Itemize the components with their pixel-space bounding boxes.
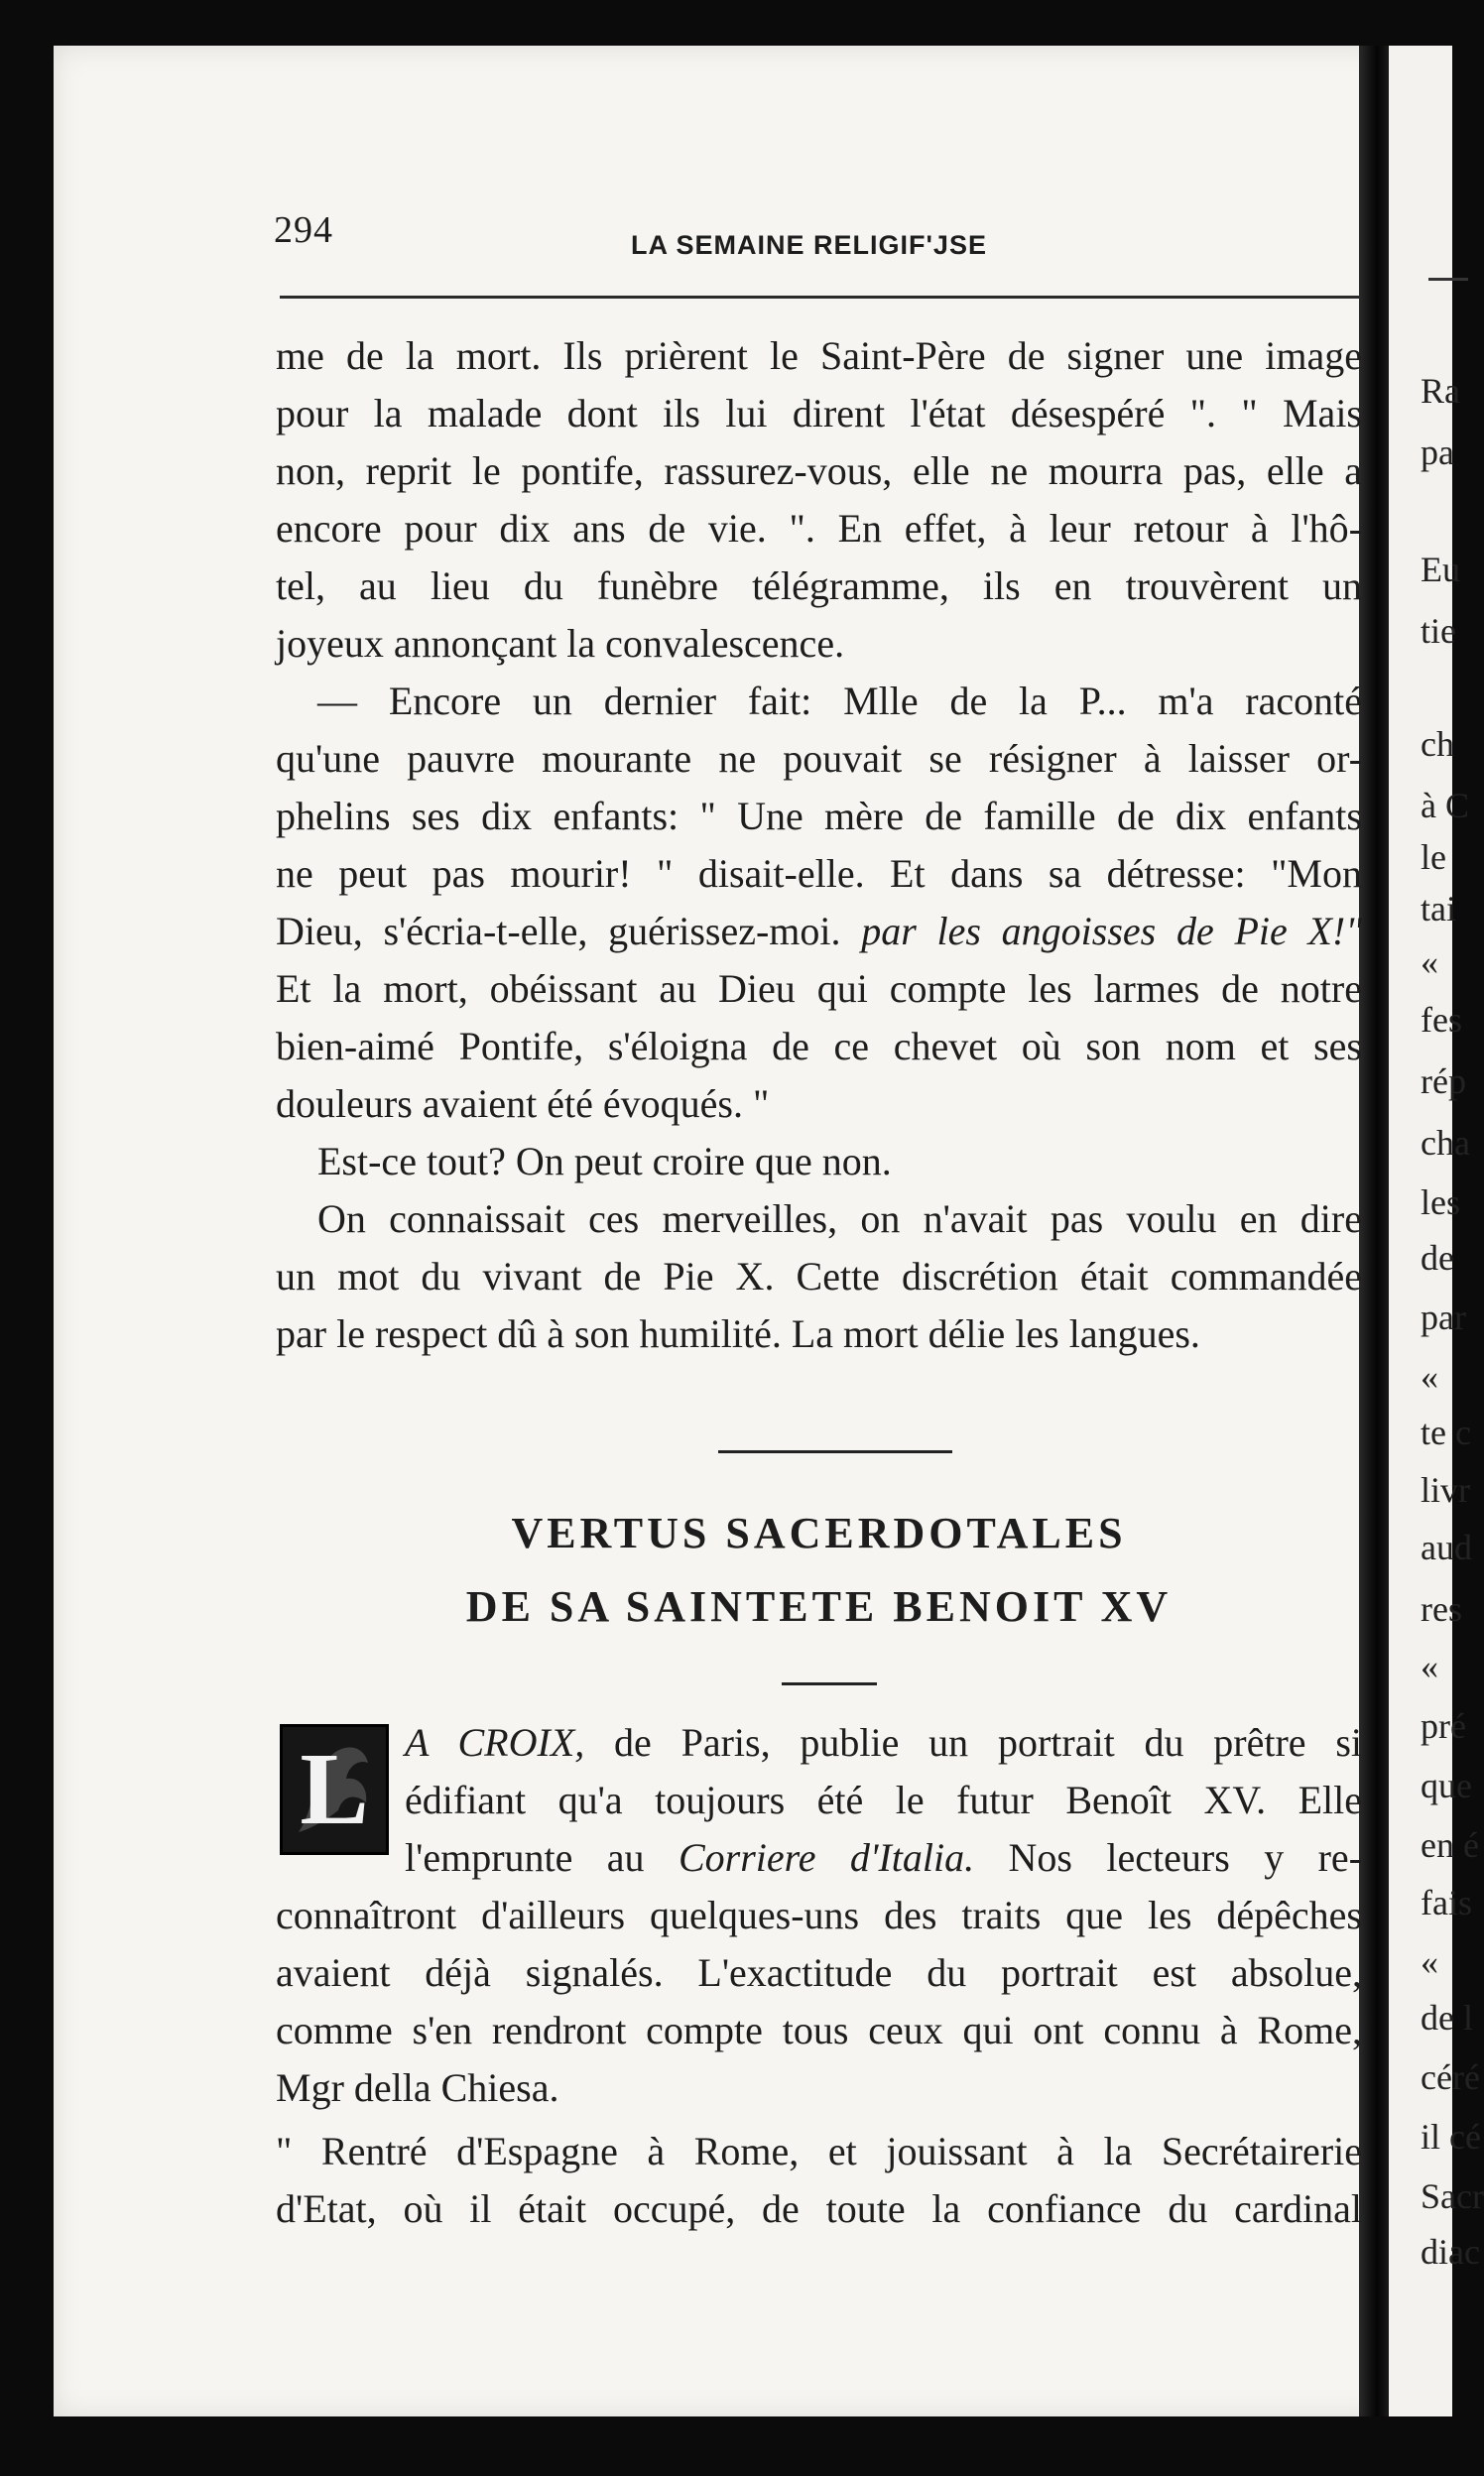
text-line: par le respect dû à son humilité. La mort délie les langues. — [276, 1311, 1200, 1356]
facing-page-fragment: Ra — [1421, 371, 1460, 411]
book-spine — [1359, 46, 1389, 2416]
facing-page-fragment: aud — [1421, 1528, 1472, 1567]
facing-page-fragment: que — [1421, 1766, 1472, 1805]
facing-page-fragment: le — [1421, 837, 1446, 877]
facing-page-fragment: ch — [1421, 724, 1454, 764]
facing-page-fragment: « — [1421, 1942, 1438, 1982]
italic-run: par les angoisses de Pie X!" — [861, 909, 1363, 953]
text-line: tel, au lieu du funèbre télégramme, ils en trouvèrent un — [276, 563, 1362, 608]
text-line: On connaissait ces merveilles, on n'avait pas voulu en dire — [317, 1196, 1362, 1241]
drop-cap-letter: L — [300, 1732, 369, 1846]
facing-page-fragment: res — [1421, 1589, 1462, 1629]
facing-page-fragment: « — [1421, 942, 1438, 982]
text-line: connaîtront d'ailleurs quelques-uns des traits que les dépêches — [276, 1893, 1362, 1937]
facing-page-fragment: « — [1421, 1647, 1438, 1686]
facing-page-fragment: Sacr — [1421, 2176, 1484, 2216]
text-line: un mot du vivant de Pie X. Cette discrétion était commandée — [276, 1254, 1362, 1299]
facing-page-fragment: livr — [1421, 1470, 1470, 1510]
page-header — [274, 208, 1365, 268]
facing-page-fragment: par — [1421, 1298, 1466, 1337]
facing-page-fragment: en é — [1421, 1825, 1479, 1865]
section-divider — [718, 1450, 952, 1453]
facing-page-fragment: les — [1421, 1182, 1460, 1222]
facing-page-rule — [1428, 278, 1468, 281]
text-line: avaient déjà signalés. L'exactitude du portrait est absolue, — [276, 1950, 1362, 1995]
text-line: pour la malade dont ils lui dirent l'état désespéré ". " Mais — [276, 391, 1362, 435]
page-number: 294 — [274, 209, 333, 251]
text-line-mixed — [276, 903, 1362, 960]
text-line: bien-aimé Pontife, s'éloigna de ce chevet où son nom et ses — [276, 1024, 1362, 1068]
facing-page-fragment: il cé — [1421, 2117, 1481, 2157]
facing-page-fragment: cha — [1421, 1123, 1470, 1163]
text-run: Nos lecteurs y re- — [974, 1835, 1362, 1880]
section-title-line2: DE SA SAINTETE BENOIT XV — [465, 1582, 1173, 1631]
facing-page-fragment: de l — [1421, 1998, 1473, 2038]
text-line: encore pour dix ans de vie. ". En effet, à leur retour à l'hô- — [276, 506, 1362, 551]
facing-page-fragment: à C — [1421, 786, 1469, 825]
facing-page-fragment: céré — [1421, 2057, 1480, 2097]
text-line: me de la mort. Ils prièrent le Saint-Père de signer une image — [276, 333, 1362, 378]
facing-page-fragment: tie — [1421, 611, 1456, 651]
text-line: d'Etat, où il était occupé, de toute la confiance du cardinal — [276, 2186, 1362, 2231]
facing-page-fragment: pa — [1421, 433, 1454, 472]
text-run: l'emprunte au — [405, 1835, 679, 1880]
text-line: phelins ses dix enfants: " Une mère de famille de dix enfants — [276, 794, 1362, 838]
facing-page-fragment: fes — [1421, 1000, 1462, 1040]
italic-run: A CROIX, — [405, 1720, 585, 1765]
facing-page-fragment: Eu — [1421, 550, 1460, 589]
facing-page-fragment: pré — [1421, 1706, 1466, 1746]
text-line: Et la mort, obéissant au Dieu qui compte les larmes de notre — [276, 966, 1362, 1011]
facing-page-fragment: fais — [1421, 1883, 1472, 1922]
text-line: non, reprit le pontife, rassurez-vous, elle ne mourra pas, elle a — [276, 448, 1362, 493]
facing-page-fragment: rép — [1421, 1061, 1466, 1101]
running-title: LA SEMAINE RELIGIF'JSE — [631, 230, 987, 260]
text-run: Dieu, s'écria-t-elle, guérissez-moi. — [276, 909, 841, 953]
text-line: qu'une pauvre mourante ne pouvait se résigner à laisser or- — [276, 736, 1362, 781]
facing-page-fragment: te c — [1421, 1413, 1471, 1452]
text-line: — Encore un dernier fait: Mlle de la P... m'a raconté — [317, 679, 1362, 723]
text-line: édifiant qu'a toujours été le futur Benoît XV. Elle — [405, 1778, 1362, 1822]
facing-page-fragment: « — [1421, 1357, 1438, 1397]
text-line: Est-ce tout? On peut croire que non. — [317, 1139, 892, 1183]
text-line-mixed — [276, 1829, 1362, 1887]
section-title-line1: VERTUS SACERDOTALES — [511, 1509, 1127, 1557]
text-line: " Rentré d'Espagne à Rome, et jouissant à la Secrétairerie — [276, 2129, 1362, 2173]
text-line-mixed — [276, 1714, 1362, 1772]
intro-paragraph — [276, 1714, 1362, 2238]
facing-page-fragment: diac — [1421, 2232, 1480, 2272]
text-line: joyeux annonçant la convalescence. — [276, 621, 845, 666]
text-line: Mgr della Chiesa. — [276, 2065, 559, 2110]
text-line: ne peut pas mourir! " disait-elle. Et dans sa détresse: "Mon — [276, 851, 1362, 896]
text-line: douleurs avaient été évoqués. " — [276, 1081, 770, 1126]
header-rule — [280, 296, 1361, 299]
body-text-upper — [276, 327, 1362, 1363]
facing-page-fragment: de — [1421, 1238, 1454, 1278]
italic-run: Corriere d'Italia. — [678, 1835, 975, 1880]
title-underline — [782, 1682, 877, 1685]
facing-page-fragment: tai — [1421, 889, 1456, 928]
text-line: comme s'en rendront compte tous ceux qui ont connu à Rome, — [276, 2008, 1362, 2052]
text-run: de Paris, publie un portrait du prêtre si — [584, 1720, 1362, 1765]
facing-page-edge — [1389, 46, 1484, 2416]
